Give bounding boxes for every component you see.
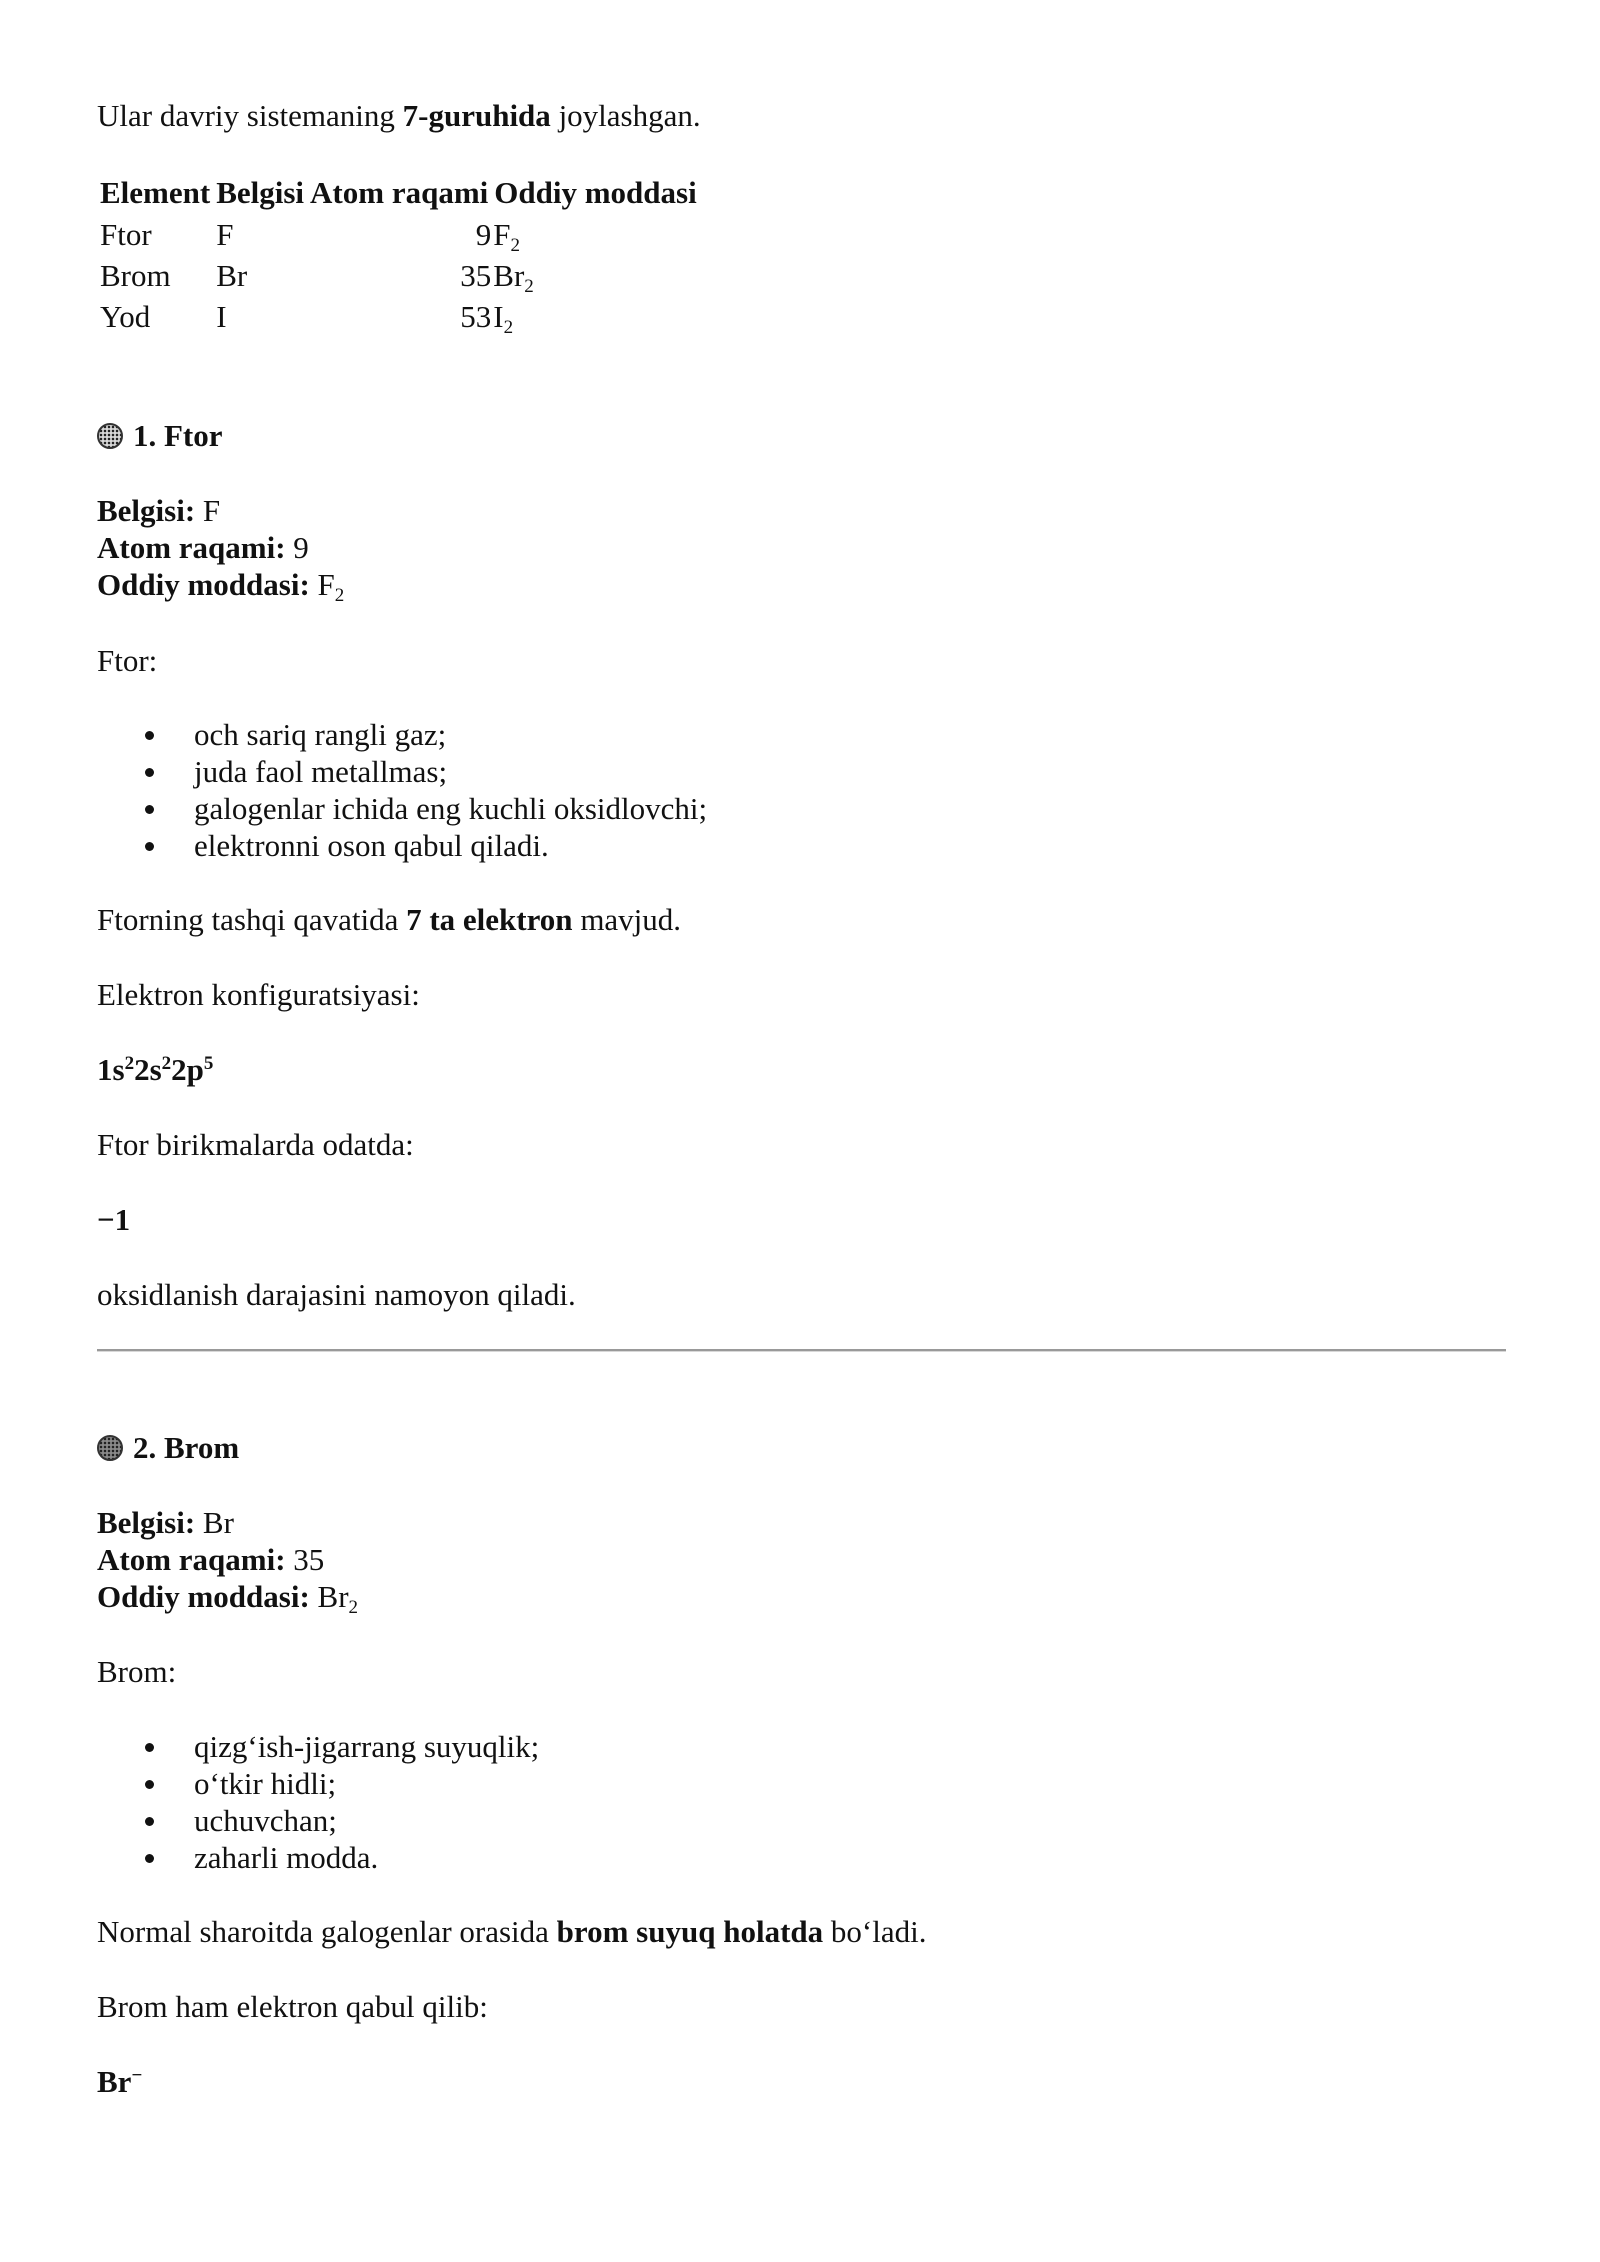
ftor-symbol-line	[97, 492, 220, 529]
config-label: Elektron konfiguratsiyasi:	[97, 977, 420, 1012]
ftor-property-list	[97, 716, 707, 864]
table-cell-symbol: Br	[216, 258, 248, 293]
table-cell-element: Ftor	[100, 217, 152, 252]
field-value: F	[195, 493, 221, 528]
orbital: 2p	[171, 1052, 204, 1087]
list-item: qizg‘ish-jigarrang suyuqlik;	[97, 1728, 539, 1765]
table-cell-substance	[491, 214, 699, 255]
intro-text: Ular davriy sistemaning	[97, 98, 403, 133]
table-cell-atomic-number: 35	[460, 258, 492, 293]
ftor-outer-shell	[97, 901, 681, 938]
brom-electron-text: Brom ham elektron qabul qilib:	[97, 1989, 488, 2024]
substance-subscript: 2	[348, 1597, 359, 1618]
brom-intro: Brom:	[97, 1654, 177, 1689]
electron-configuration	[97, 1051, 213, 1088]
table-cell-element: Brom	[100, 258, 171, 293]
table-header-row	[97, 172, 700, 214]
field-label: Oddiy moddasi:	[97, 567, 310, 602]
orbital: 1s	[97, 1052, 125, 1087]
list-item: juda faol metallmas;	[97, 753, 707, 790]
list-item: och sariq rangli gaz;	[97, 716, 707, 753]
ion-charge: −	[131, 2065, 143, 2086]
dotted-circle-icon	[97, 423, 123, 449]
ftor-intro: Ftor:	[97, 643, 158, 678]
list-item: galogenlar ichida eng kuchli oksidlovchi;	[97, 790, 707, 827]
table-header: Oddiy moddasi	[494, 175, 697, 210]
table-cell-atomic-number: 53	[460, 299, 492, 334]
intro-bold: 7-guruhida	[402, 98, 551, 133]
table-cell-element: Yod	[100, 299, 151, 334]
substance-subscript: 2	[510, 235, 521, 256]
field-label: Atom raqami:	[97, 1542, 286, 1577]
section-heading-ftor	[97, 417, 223, 454]
oxidation-state: −1	[97, 1202, 131, 1237]
substance-subscript: 2	[334, 585, 345, 606]
dotted-circle-icon	[97, 1435, 123, 1461]
list-item: uchuvchan;	[97, 1802, 539, 1839]
oxidation-text: oksidlanish darajasini namoyon qiladi.	[97, 1277, 576, 1312]
list-item: elektronni oson qabul qiladi.	[97, 827, 707, 864]
intro-paragraph	[97, 97, 701, 134]
ftor-atomic-line	[97, 529, 309, 566]
field-label: Belgisi:	[97, 1505, 196, 1540]
orbital-exponent: 2	[161, 1053, 172, 1074]
halogen-table	[97, 172, 700, 337]
table-row	[97, 296, 700, 337]
table-cell-atomic-number: 9	[475, 217, 492, 252]
field-value: Br	[309, 1579, 349, 1614]
field-value: 9	[285, 530, 309, 565]
table-row	[97, 255, 700, 296]
section-title: 1. Ftor	[133, 418, 223, 453]
field-value: Br	[195, 1505, 234, 1540]
brom-atomic-line	[97, 1541, 324, 1578]
brom-substance-line	[97, 1578, 359, 1618]
table-header: Belgisi	[216, 175, 305, 210]
orbital: 2s	[134, 1052, 162, 1087]
table-cell-substance	[491, 296, 699, 337]
text: Ftorning tashqi qavatida	[97, 902, 407, 937]
substance-formula: I	[493, 299, 504, 334]
field-label: Belgisi:	[97, 493, 196, 528]
substance-subscript: 2	[524, 276, 534, 297]
brom-property-list	[97, 1728, 539, 1876]
table-cell-substance	[491, 255, 699, 296]
section-heading-brom	[97, 1429, 239, 1466]
orbital-exponent: 2	[124, 1053, 135, 1074]
bold-text: brom suyuq holatda	[556, 1914, 824, 1949]
text: Normal sharoitda galogenlar orasida	[97, 1914, 557, 1949]
ftor-substance-line	[97, 566, 345, 606]
ion-symbol: Br	[97, 2064, 132, 2099]
section-divider	[97, 1349, 1506, 1352]
table-header: Element	[100, 175, 211, 210]
intro-suffix: joylashgan.	[550, 98, 701, 133]
table-header: Atom raqami	[310, 175, 489, 210]
list-item: o‘tkir hidli;	[97, 1765, 539, 1802]
orbital-exponent: 5	[203, 1053, 214, 1074]
substance-formula: Br	[493, 258, 525, 293]
text: mavjud.	[572, 902, 682, 937]
text: bo‘ladi.	[823, 1914, 927, 1949]
brom-symbol-line	[97, 1504, 234, 1541]
table-row	[97, 214, 700, 255]
compounds-text: Ftor birikmalarda odatda:	[97, 1127, 414, 1162]
table-cell-symbol: I	[216, 299, 227, 334]
brom-state	[97, 1913, 926, 1950]
field-value: F	[309, 567, 335, 602]
bold-text: 7 ta elektron	[406, 902, 573, 937]
section-title: 2. Brom	[133, 1430, 240, 1465]
substance-formula: F	[493, 217, 511, 252]
field-label: Atom raqami:	[97, 530, 286, 565]
field-value: 35	[285, 1542, 325, 1577]
list-item: zaharli modda.	[97, 1839, 539, 1876]
table-cell-symbol: F	[216, 217, 234, 252]
field-label: Oddiy moddasi:	[97, 1579, 310, 1614]
bromide-ion	[97, 2063, 142, 2100]
substance-subscript: 2	[503, 317, 514, 338]
